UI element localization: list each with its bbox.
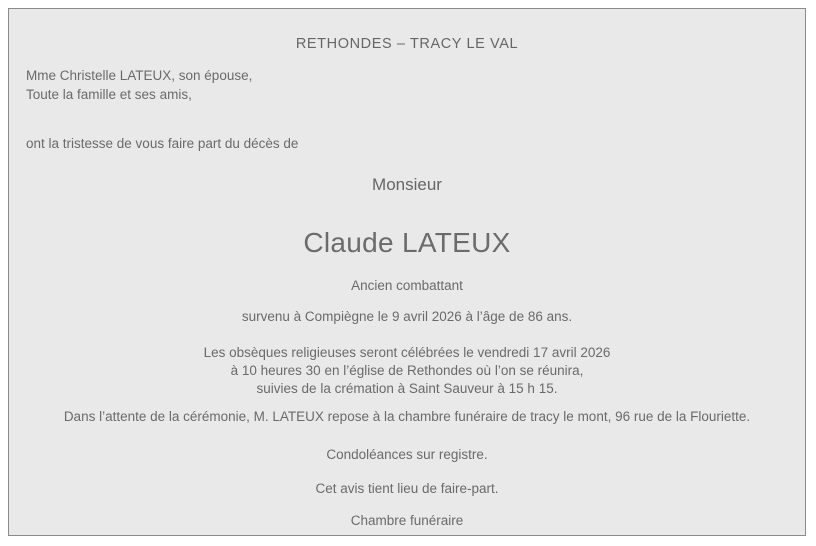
repose-location: Dans l’attente de la cérémonie, M. LATEUX repose à la chambre funéraire de tracy le mont, 96 rue de la Flouriette. [63, 409, 751, 424]
death-details: survenu à Compiègne le 9 avril 2026 à l’âge de 86 ans. [241, 309, 573, 324]
service-line-1: Les obsèques religieuses seront célébrées le vendredi 17 avril 2026 [203, 345, 611, 360]
locality-heading: RETHONDES – TRACY LE VAL [295, 36, 519, 52]
death-notice-card [8, 8, 806, 536]
faire-part-note: Cet avis tient lieu de faire-part. [315, 481, 499, 496]
service-line-2: à 10 heures 30 en l’église de Rethondes où l’on se réunira, [230, 363, 584, 378]
death-notice-content [9, 9, 805, 535]
family-line-spouse: Mme Christelle LATEUX, son épouse, [26, 68, 253, 83]
family-line-relatives: Toute la famille et ses amis, [26, 87, 192, 102]
announcement-text: ont la tristesse de vous faire part du décès de [26, 136, 299, 151]
funeral-home-label: Chambre funéraire [350, 513, 464, 528]
deceased-name: Claude LATEUX [303, 227, 511, 258]
service-line-3: suivies de la crémation à Saint Sauveur à 15 h 15. [256, 381, 558, 396]
honorific-title: Monsieur [372, 175, 442, 194]
condolences-note: Condoléances sur registre. [326, 447, 488, 462]
deceased-mention: Ancien combattant [351, 278, 463, 293]
